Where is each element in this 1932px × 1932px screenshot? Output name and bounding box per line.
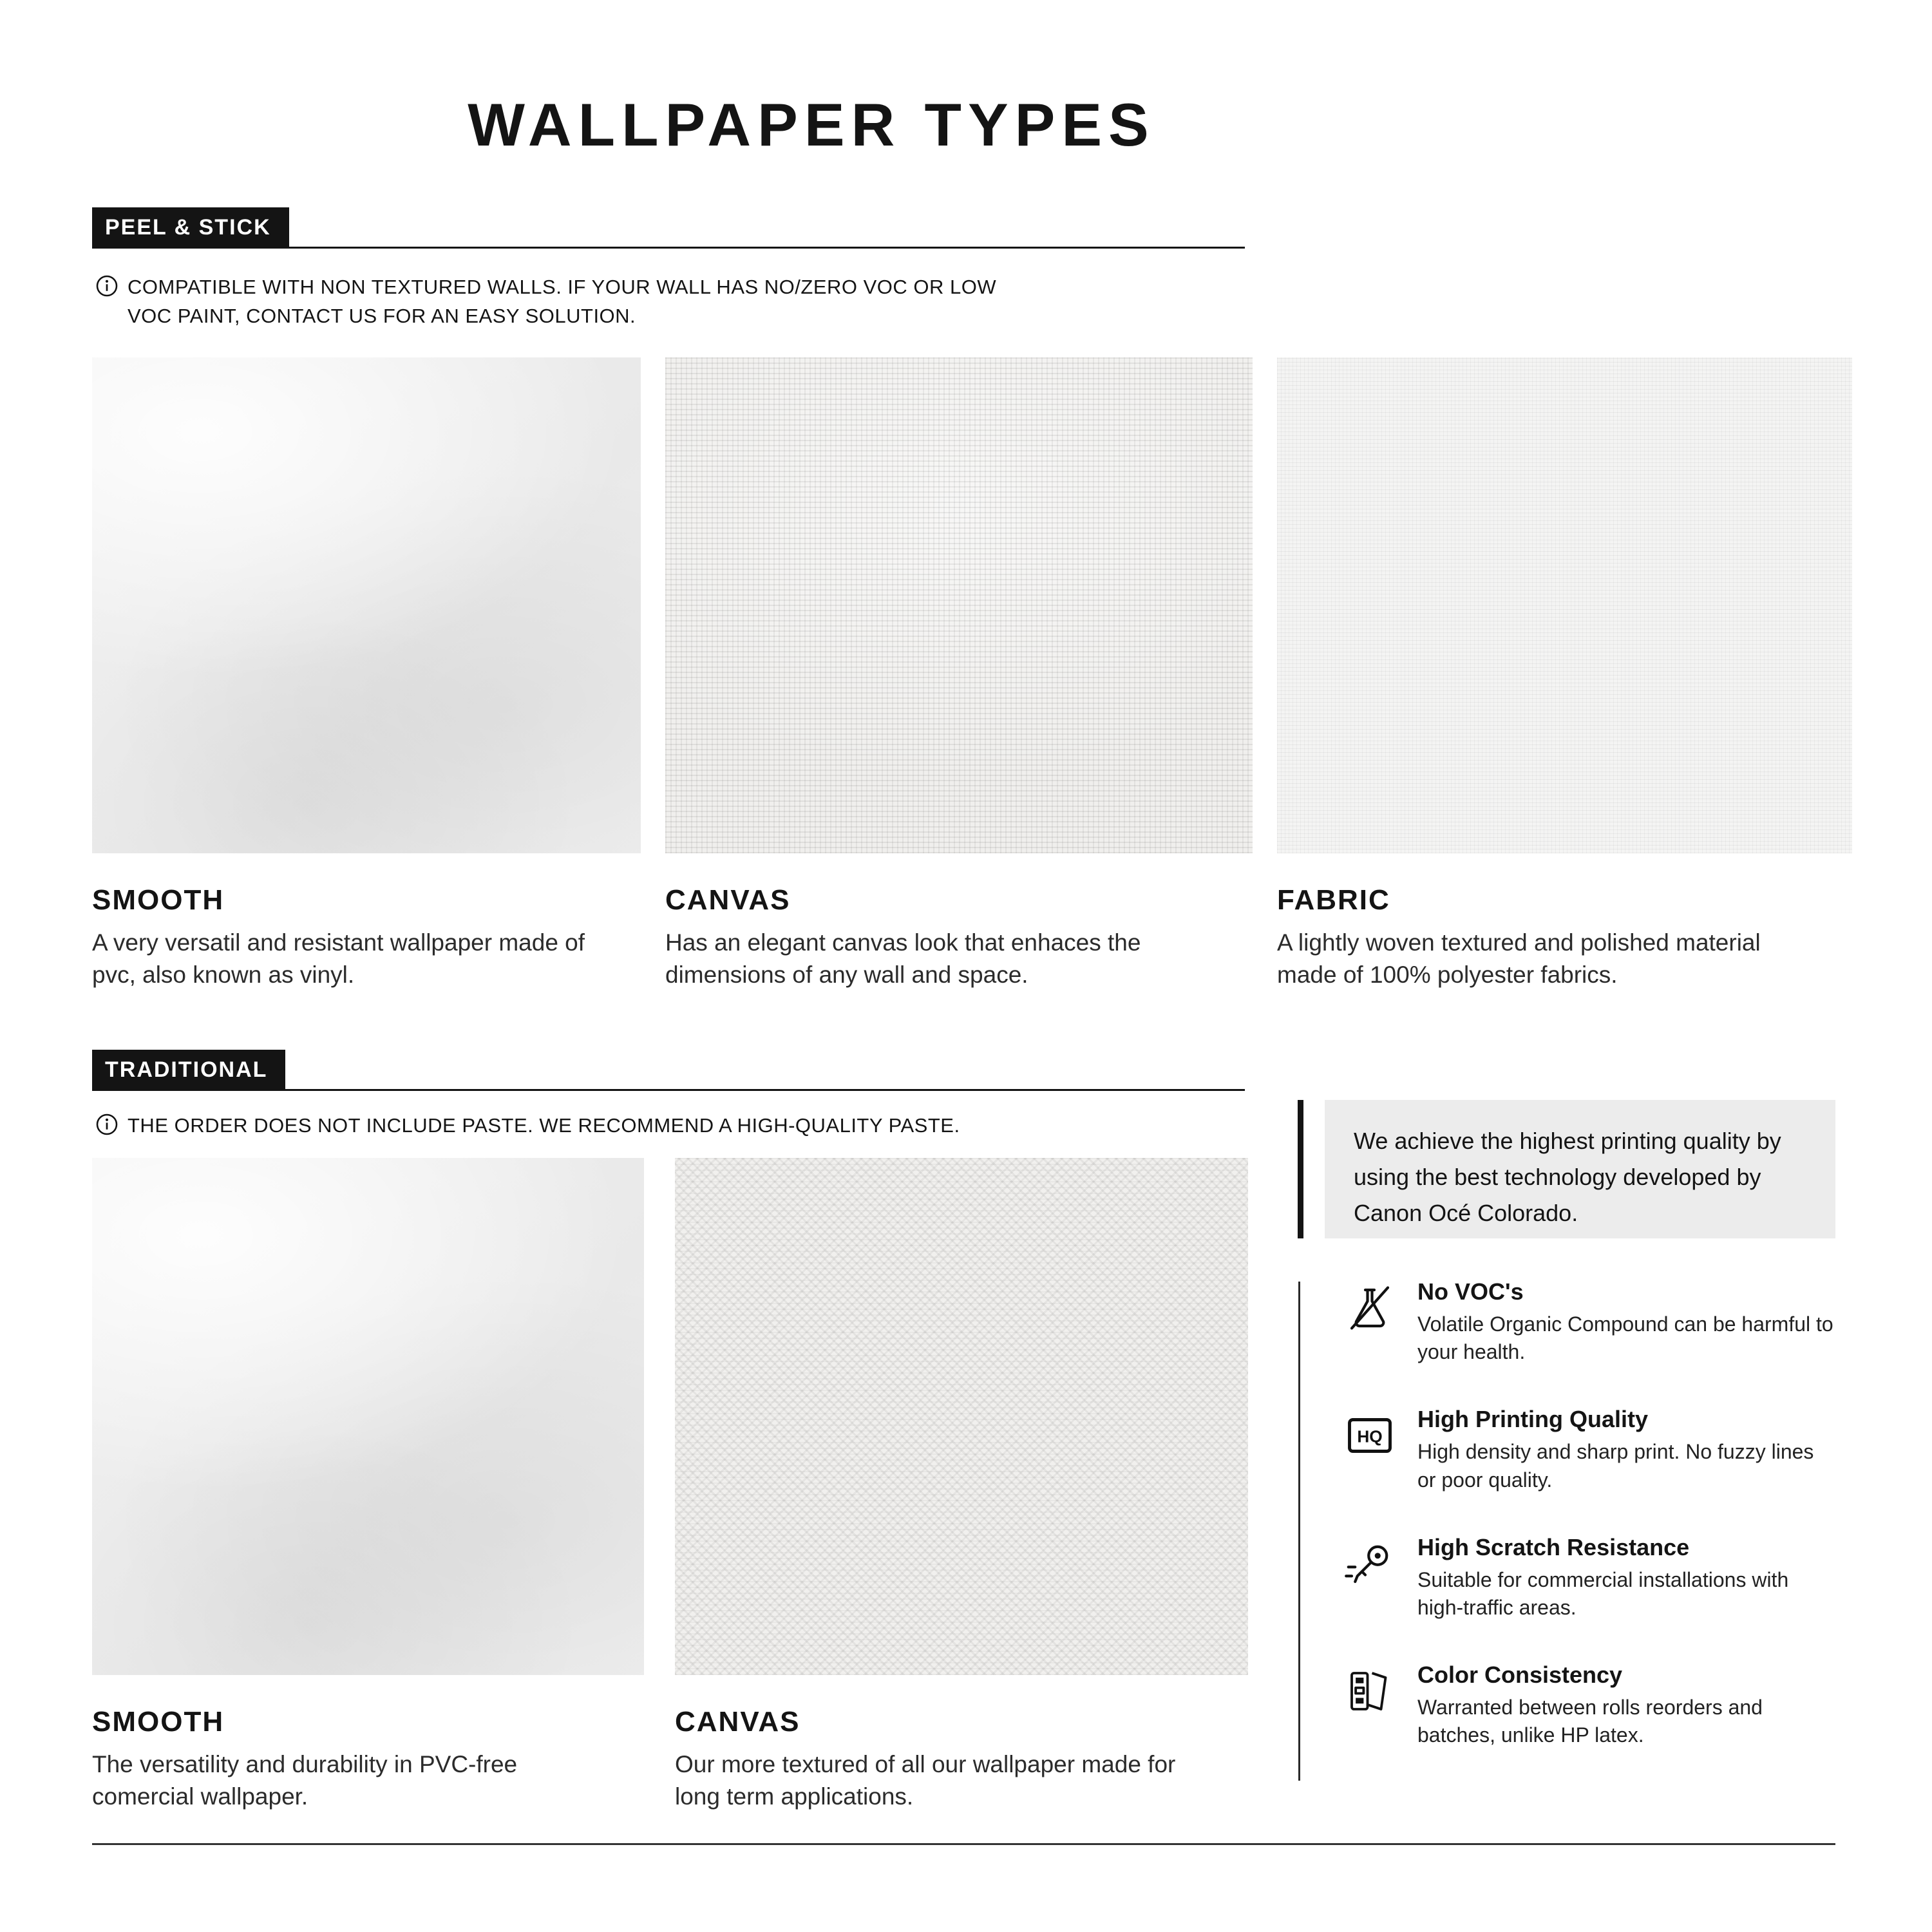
peel-stick-note-text: COMPATIBLE WITH NON TEXTURED WALLS. IF YOUR WALL HAS NO/ZERO VOC OR LOW VOC PAINT, CONTACT US FOR AN EASY SOLUTION. <box>128 276 997 327</box>
features-divider-line <box>1298 1282 1300 1781</box>
swatch-title: SMOOTH <box>92 1706 225 1738</box>
peel-fabric-column <box>1277 357 1852 991</box>
canvas-swatch-image <box>665 357 1253 853</box>
traditional-note-text: THE ORDER DOES NOT INCLUDE PASTE. WE RECOMMEND A HIGH-QUALITY PASTE. <box>128 1114 960 1137</box>
quality-box-accent-bar <box>1298 1100 1303 1238</box>
swatch-description: A lightly woven textured and polished material made of 100% polyester fabrics. <box>1277 929 1761 988</box>
fabric-swatch-image <box>1277 357 1852 853</box>
feature-description: Suitable for commercial installations with high-traffic areas. <box>1417 1567 1789 1619</box>
feature-description: Warranted between rolls reorders and batches, unlike HP latex. <box>1417 1696 1763 1747</box>
section-header-traditional <box>92 1050 1245 1091</box>
section-header-peel-stick <box>92 207 1245 249</box>
rough-canvas-swatch-image <box>675 1158 1248 1675</box>
feature-text <box>1417 1662 1836 1749</box>
smooth-swatch-image <box>92 357 641 853</box>
no-voc-icon <box>1343 1281 1397 1335</box>
swatch-title: FABRIC <box>1277 884 1390 916</box>
scratch-icon <box>1343 1537 1397 1591</box>
traditional-note <box>95 1112 960 1141</box>
feature-no-voc <box>1343 1278 1852 1366</box>
feature-title: No VOC's <box>1417 1278 1524 1305</box>
feature-description: Volatile Organic Compound can be harmful to your health. <box>1417 1312 1833 1364</box>
swatch-description: Has an elegant canvas look that enhaces the dimensions of any wall and space. <box>665 929 1141 988</box>
swatch-title: CANVAS <box>675 1706 800 1738</box>
peel-canvas-column <box>665 357 1253 991</box>
peel-smooth-column <box>92 357 641 991</box>
page-title: WALLPAPER TYPES <box>468 91 1155 158</box>
smooth-swatch-image <box>92 1158 644 1675</box>
swatch-description: Our more textured of all our wallpaper made for long term applications. <box>675 1751 1176 1810</box>
feature-high-scratch-resistance <box>1343 1534 1852 1622</box>
swatch-description: The versatility and durability in PVC-free comercial wallpaper. <box>92 1751 518 1810</box>
hq-icon <box>1343 1408 1397 1463</box>
feature-text <box>1417 1278 1836 1366</box>
feature-high-printing-quality <box>1343 1406 1852 1493</box>
peel-stick-swatch-row <box>92 357 1852 991</box>
swatch-description: A very versatil and resistant wallpaper made of pvc, also known as vinyl. <box>92 929 585 988</box>
feature-title: Color Consistency <box>1417 1662 1623 1689</box>
traditional-smooth-column <box>92 1158 644 1813</box>
info-icon <box>95 1113 118 1136</box>
peel-stick-note <box>95 273 1029 331</box>
printing-quality-statement: We achieve the highest printing quality by using the best technology developed by Canon Océ Colorado. <box>1325 1100 1835 1238</box>
swatch-title: CANVAS <box>665 884 791 916</box>
feature-description: High density and sharp print. No fuzzy lines or poor quality. <box>1417 1440 1814 1492</box>
swatch-title: SMOOTH <box>92 884 225 916</box>
feature-title: High Scratch Resistance <box>1417 1533 1690 1560</box>
svg-text:HQ: HQ <box>1357 1426 1383 1446</box>
info-icon <box>95 274 118 298</box>
feature-text <box>1417 1534 1836 1622</box>
color-swatch-icon <box>1343 1664 1397 1718</box>
traditional-swatch-row <box>92 1158 1248 1813</box>
features-list <box>1343 1278 1852 1750</box>
feature-text <box>1417 1406 1836 1493</box>
traditional-canvas-column <box>675 1158 1248 1813</box>
feature-color-consistency <box>1343 1662 1852 1749</box>
section-label-peel-stick: PEEL & STICK <box>92 207 289 247</box>
section-label-traditional: TRADITIONAL <box>92 1050 285 1089</box>
feature-title: High Printing Quality <box>1417 1406 1648 1433</box>
bottom-divider-line <box>92 1843 1835 1845</box>
